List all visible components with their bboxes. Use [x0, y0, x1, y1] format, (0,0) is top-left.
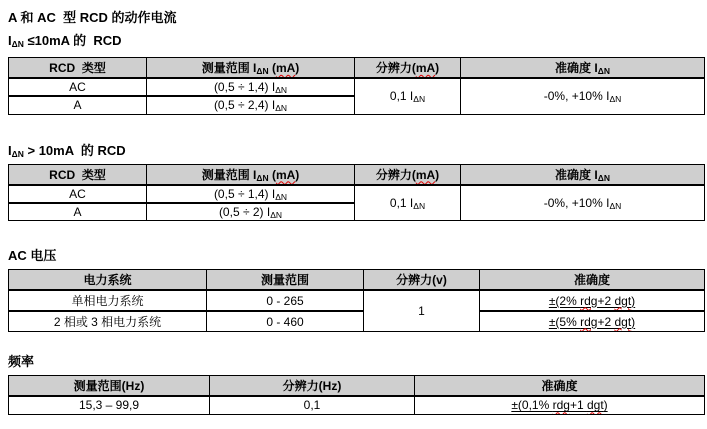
idn-subscript: ΔN — [597, 172, 610, 183]
idn-subscript: ΔN — [275, 85, 288, 95]
rcd-type-cell: A — [9, 203, 147, 221]
subtitle-text: ≤10mA 的 RCD — [23, 33, 122, 48]
header-text: 准确度 I — [555, 167, 598, 182]
cell-text: -0%, +10% I — [543, 195, 610, 210]
cell-text: (0,5 ÷ 2) I — [218, 204, 271, 219]
table-header-row — [9, 270, 705, 291]
col-header-power-system: 电力系统 — [9, 270, 207, 291]
idn-subscript: ΔN — [275, 191, 288, 202]
table-row-frequency — [9, 396, 705, 414]
header-text: 分辨力( — [375, 167, 416, 182]
section-subtitle-rcd-low — [8, 33, 707, 49]
cell-text: +2 — [597, 293, 615, 308]
rcd-low-table — [8, 57, 705, 115]
table-row-multi-phase — [9, 311, 705, 332]
spellcheck-word: mA — [415, 61, 436, 75]
idn-subscript: ΔN — [256, 66, 269, 76]
col-header-rcd-type: RCD 类型 — [9, 164, 147, 185]
resolution-cell: 0,1 — [210, 396, 415, 414]
table-header-row — [9, 58, 705, 79]
accuracy-cell — [461, 185, 705, 221]
col-header-resolution — [355, 164, 461, 185]
header-text: 测量范围 I — [201, 167, 257, 182]
idn-subscript: ΔN — [609, 200, 622, 211]
accuracy-cell — [415, 396, 705, 414]
idn-subscript: ΔN — [11, 148, 24, 159]
accuracy-value — [511, 398, 607, 412]
range-cell — [147, 203, 355, 221]
idn-subscript: ΔN — [270, 209, 283, 220]
col-header-accuracy — [461, 164, 705, 185]
power-system-cell: 单相电力系统 — [9, 290, 207, 311]
idn-subscript: ΔN — [256, 172, 269, 183]
range-cell — [147, 185, 355, 203]
cell-text: -0%, +10% I — [543, 89, 610, 104]
range-cell: 0 - 460 — [207, 311, 364, 332]
idn-subscript: ΔN — [413, 200, 426, 211]
cell-text: (0,5 ÷ 1,4) I — [213, 80, 276, 94]
spellcheck-word: rdg — [580, 293, 598, 308]
resolution-cell — [355, 185, 461, 221]
spellcheck-word: dgt — [614, 293, 632, 308]
accuracy-value — [549, 294, 635, 308]
idn-subscript: ΔN — [597, 66, 610, 76]
cell-text: ) — [631, 314, 636, 329]
cell-text: ) — [603, 398, 608, 413]
cell-text: ±(2% — [548, 293, 581, 308]
cell-text: +2 — [597, 314, 615, 329]
accuracy-cell — [480, 290, 705, 311]
cell-text: 0,1 I — [389, 89, 414, 104]
table-header-row — [9, 164, 705, 185]
range-cell — [147, 78, 355, 96]
power-system-cell: 2 相或 3 相电力系统 — [9, 311, 207, 332]
idn-symbol: I — [8, 33, 12, 48]
idn-subscript: ΔN — [413, 94, 426, 105]
spellcheck-word: rdg — [552, 398, 570, 413]
section-title-ac-voltage: AC 电压 — [8, 248, 57, 263]
ac-voltage-table — [8, 269, 705, 332]
rcd-type-cell: A — [9, 96, 147, 114]
header-text: ) — [435, 61, 440, 75]
header-text: 准确度 I — [555, 61, 598, 75]
idn-subscript: ΔN — [11, 39, 24, 49]
col-header-range — [147, 58, 355, 79]
section-title-rcd-trip-current: A 和 AC 型 RCD 的动作电流 — [8, 10, 177, 25]
range-cell: 15,3 – 99,9 — [9, 396, 210, 414]
header-text: ) — [295, 61, 300, 75]
spellcheck-word: dgt — [614, 314, 632, 329]
cell-text: (0,5 ÷ 2,4) I — [213, 98, 276, 113]
spellcheck-word: rdg — [580, 314, 598, 329]
accuracy-cell — [480, 311, 705, 332]
resolution-cell: 1 — [364, 290, 480, 332]
range-cell — [147, 96, 355, 114]
table-row-single-phase — [9, 290, 705, 311]
col-header-range: 测量范围 — [207, 270, 364, 291]
section-title-frequency: 频率 — [8, 354, 35, 369]
frequency-table — [8, 375, 705, 415]
table-row-ac — [9, 185, 705, 203]
table-row-ac — [9, 78, 705, 96]
subtitle-text: > 10mA 的 RCD — [23, 142, 126, 158]
rcd-type-cell: AC — [9, 185, 147, 203]
spellcheck-word: mA — [275, 167, 296, 182]
rcd-high-table — [8, 164, 705, 222]
cell-text: 0,1 I — [389, 195, 414, 210]
cell-text: ) — [631, 293, 636, 308]
col-header-resolution: 分辨力(v) — [364, 270, 480, 291]
cell-text: +1 — [569, 398, 587, 413]
header-text: 测量范围 I — [201, 61, 257, 75]
col-header-accuracy: 准确度 — [480, 270, 705, 291]
resolution-cell — [355, 78, 461, 114]
col-header-resolution — [355, 58, 461, 79]
col-header-rcd-type: RCD 类型 — [9, 58, 147, 79]
header-text: 分辨力( — [375, 61, 416, 75]
spellcheck-word: dgt — [586, 398, 604, 413]
accuracy-cell — [461, 78, 705, 114]
cell-text: (0,5 ÷ 1,4) I — [213, 186, 276, 201]
idn-subscript: ΔN — [275, 103, 288, 114]
header-text: ( — [268, 167, 276, 182]
col-header-range — [147, 164, 355, 185]
section-subtitle-rcd-high — [8, 143, 707, 159]
header-text: ) — [295, 167, 300, 182]
cell-text: ±(0,1% — [511, 398, 553, 413]
table-header-row — [9, 376, 705, 397]
col-header-resolution: 分辨力(Hz) — [210, 376, 415, 397]
cell-text: ±(5% — [548, 314, 581, 329]
col-header-accuracy — [461, 58, 705, 79]
spellcheck-word: mA — [275, 61, 296, 75]
spellcheck-word: mA — [415, 167, 436, 182]
idn-symbol: I — [8, 142, 12, 158]
range-cell: 0 - 265 — [207, 290, 364, 311]
header-text: ( — [268, 61, 276, 75]
col-header-range: 测量范围(Hz) — [9, 376, 210, 397]
header-text: ) — [435, 167, 440, 182]
col-header-accuracy: 准确度 — [415, 376, 705, 397]
accuracy-value — [549, 315, 635, 329]
idn-subscript: ΔN — [609, 94, 622, 105]
rcd-type-cell: AC — [9, 78, 147, 96]
